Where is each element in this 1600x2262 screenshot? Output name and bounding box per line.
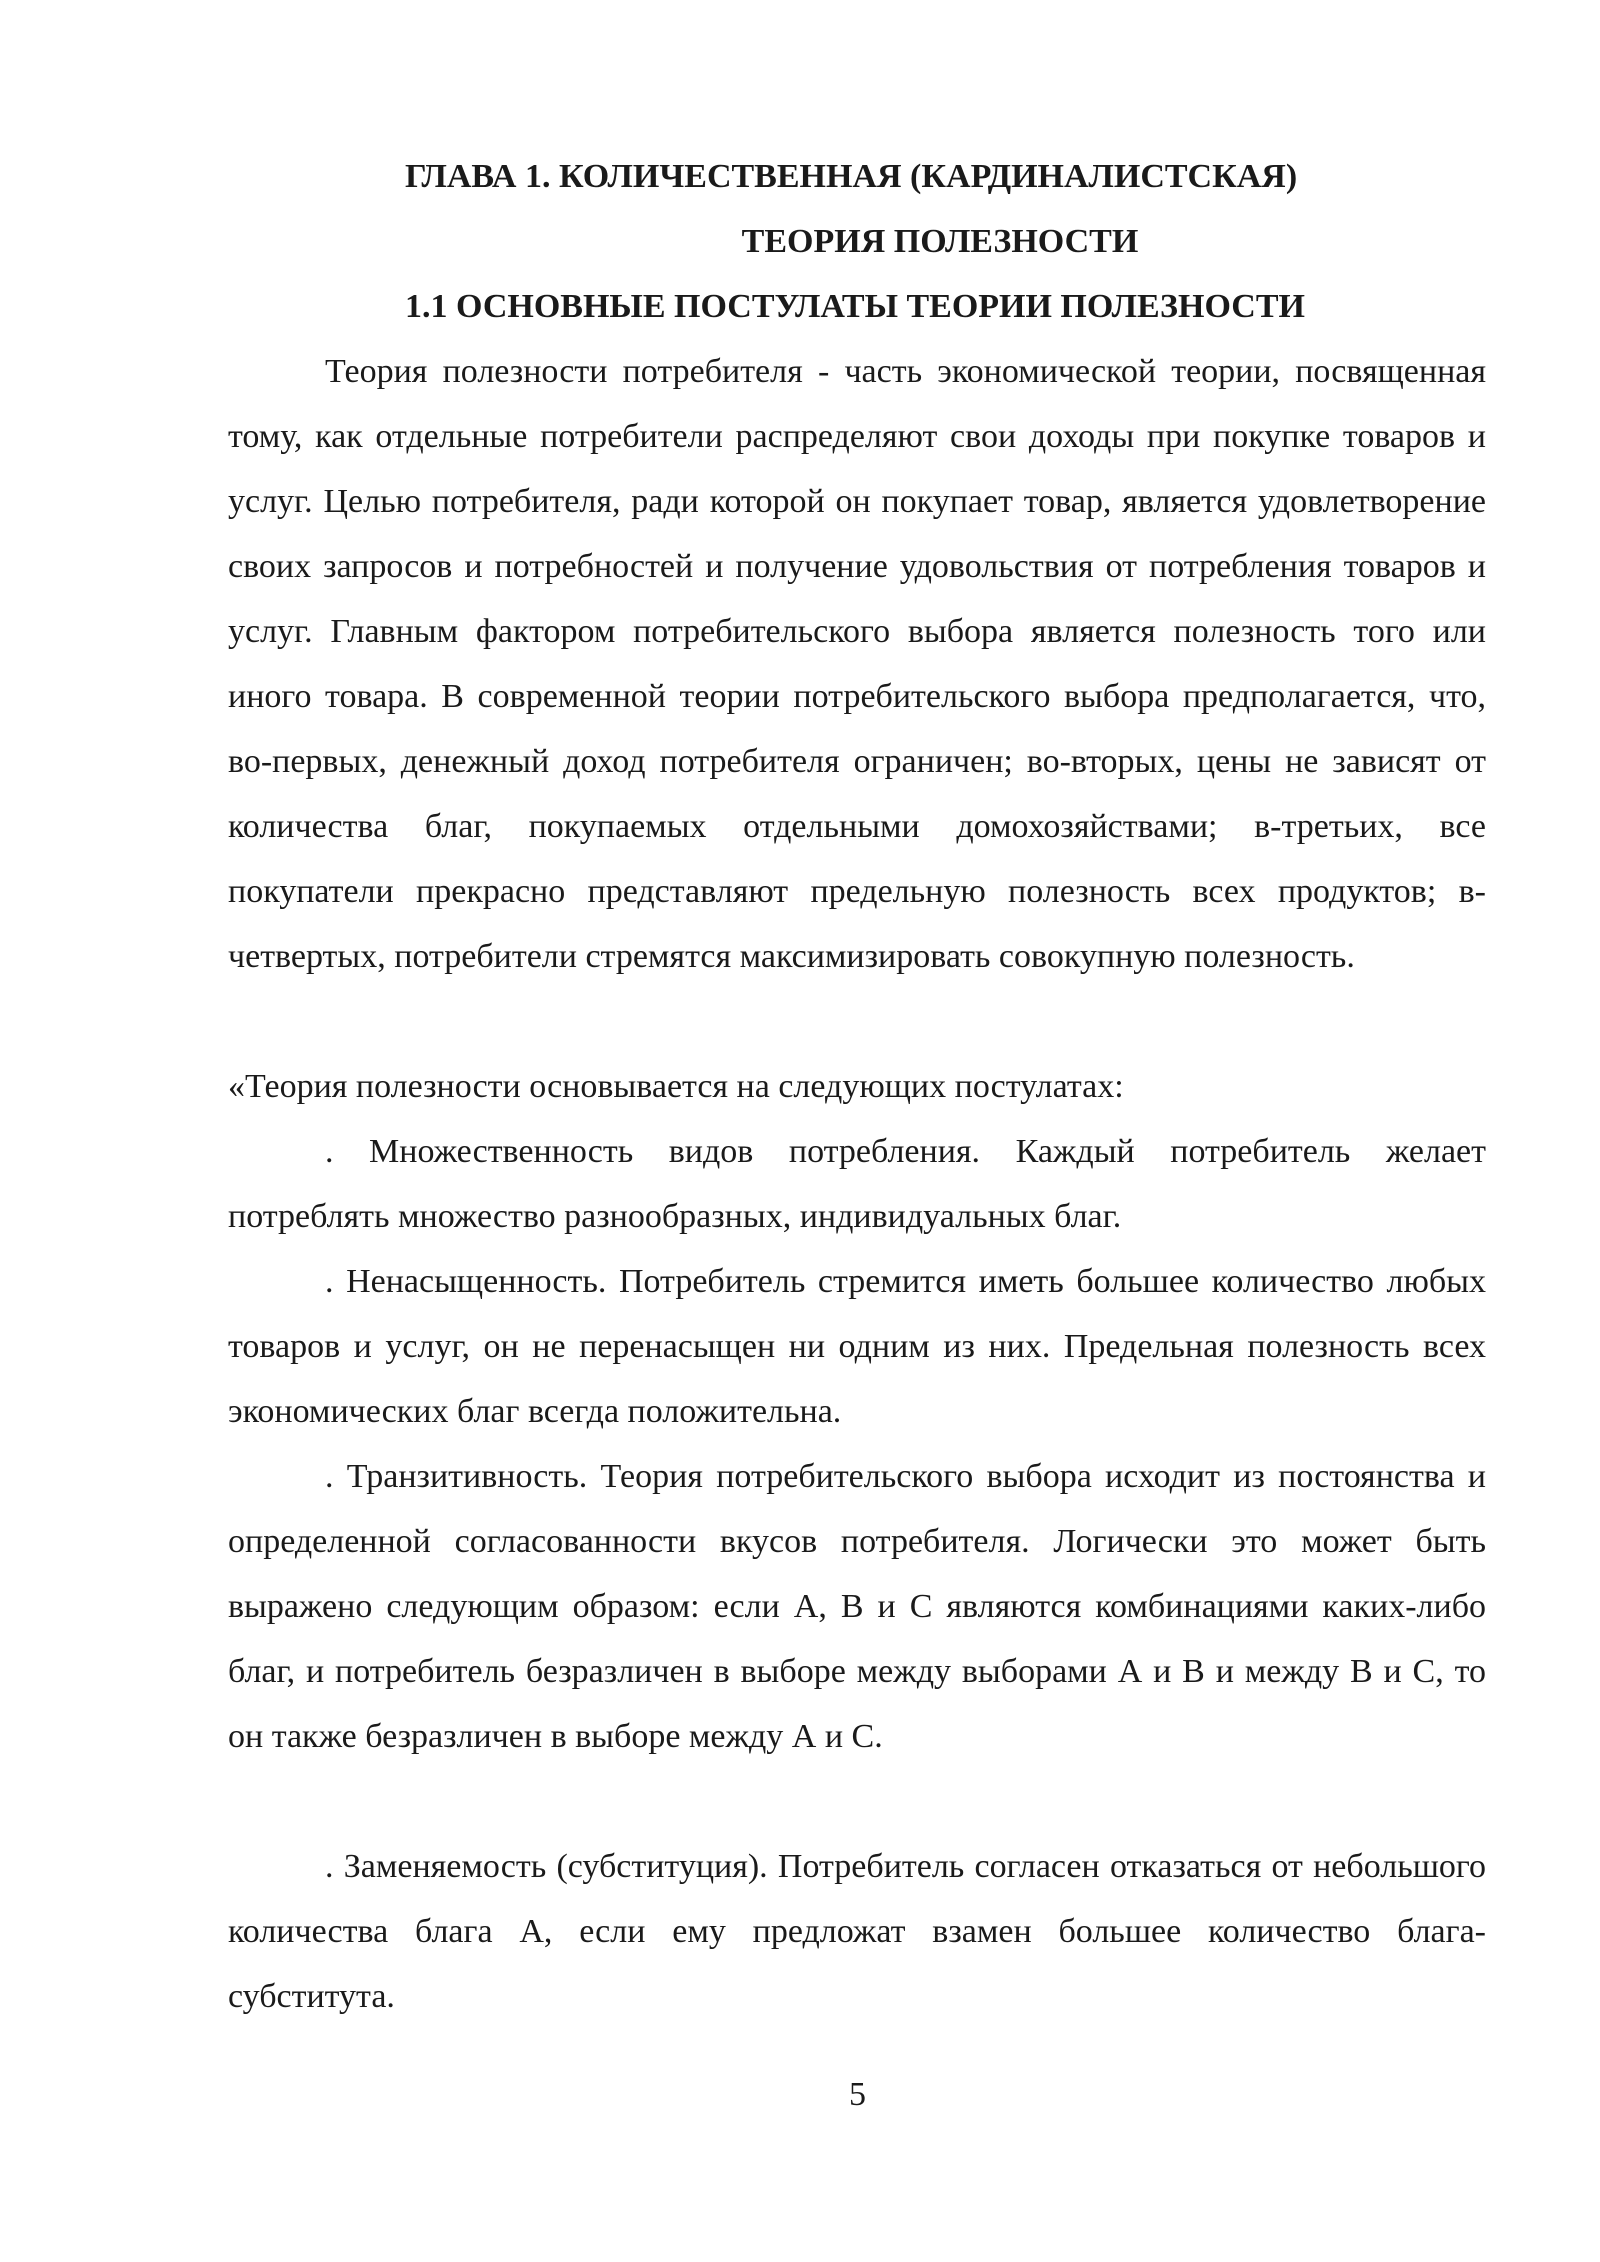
chapter-title-line-2 [0, 209, 1600, 274]
postulate-item-2: . Ненасыщенность. Потребитель стремится иметь большее количество любых товаров и услуг, он не перенасыщен ни одним из них. Предельная полезность всех экономических благ всегда положительна. [228, 1263, 1486, 1430]
postulate-item-3: . Транзитивность. Теория потребительского выбора исходит из постоянства и определенной согласованности вкусов потребителя. Логически это может быть выражено следующим образом: если А, В и С являются комбинациями каких-либо благ, и потребитель безразличен в выборе между выборами А и В и между В и С, то он также безразличен в выборе между А и С. [228, 1458, 1486, 1755]
page-number: 5 [849, 2076, 866, 2113]
postulate-item-4: . Заменяемость (субституция). Потребитель согласен отказаться от небольшого количества блага А, если ему предложат взамен большее количество блага-субститута. [228, 1848, 1486, 2015]
postulates-lead-paragraph: «Теория полезности основывается на следующих постулатах: [228, 1068, 1124, 1105]
postulate-item-1: . Множественность видов потребления. Каждый потребитель желает потреблять множество разнообразных, индивидуальных благ. [228, 1133, 1486, 1235]
chapter-title-line-1: ГЛАВА 1. КОЛИЧЕСТВЕННАЯ (КАРДИНАЛИСТСКАЯ) [405, 158, 1298, 195]
chapter-title-line-2-text: ТЕОРИЯ ПОЛЕЗНОСТИ [741, 223, 1139, 260]
section-title: 1.1 ОСНОВНЫЕ ПОСТУЛАТЫ ТЕОРИИ ПОЛЕЗНОСТИ [405, 288, 1305, 325]
intro-paragraph: Теория полезности потребителя - часть экономической теории, посвященная тому, как отдельные потребители распределяют свои доходы при покупке товаров и услуг. Целью потребителя, ради которой он покупает товар, является удовлетворение своих запросов и потребностей и получение удовольствия от потребления товаров и услуг. Главным фактором потребительского выбора является полезность того или иного товара. В современной теории потребительского выбора предполагается, что, во-первых, денежный доход потребителя ограничен; во-вторых, цены не зависят от количества благ, покупаемых отдельными домохозяйствами; в-третьих, все покупатели прекрасно представляют предельную полезность всех продуктов; в-четвертых, потребители стремятся максимизировать совокупную полезность. [228, 353, 1486, 975]
